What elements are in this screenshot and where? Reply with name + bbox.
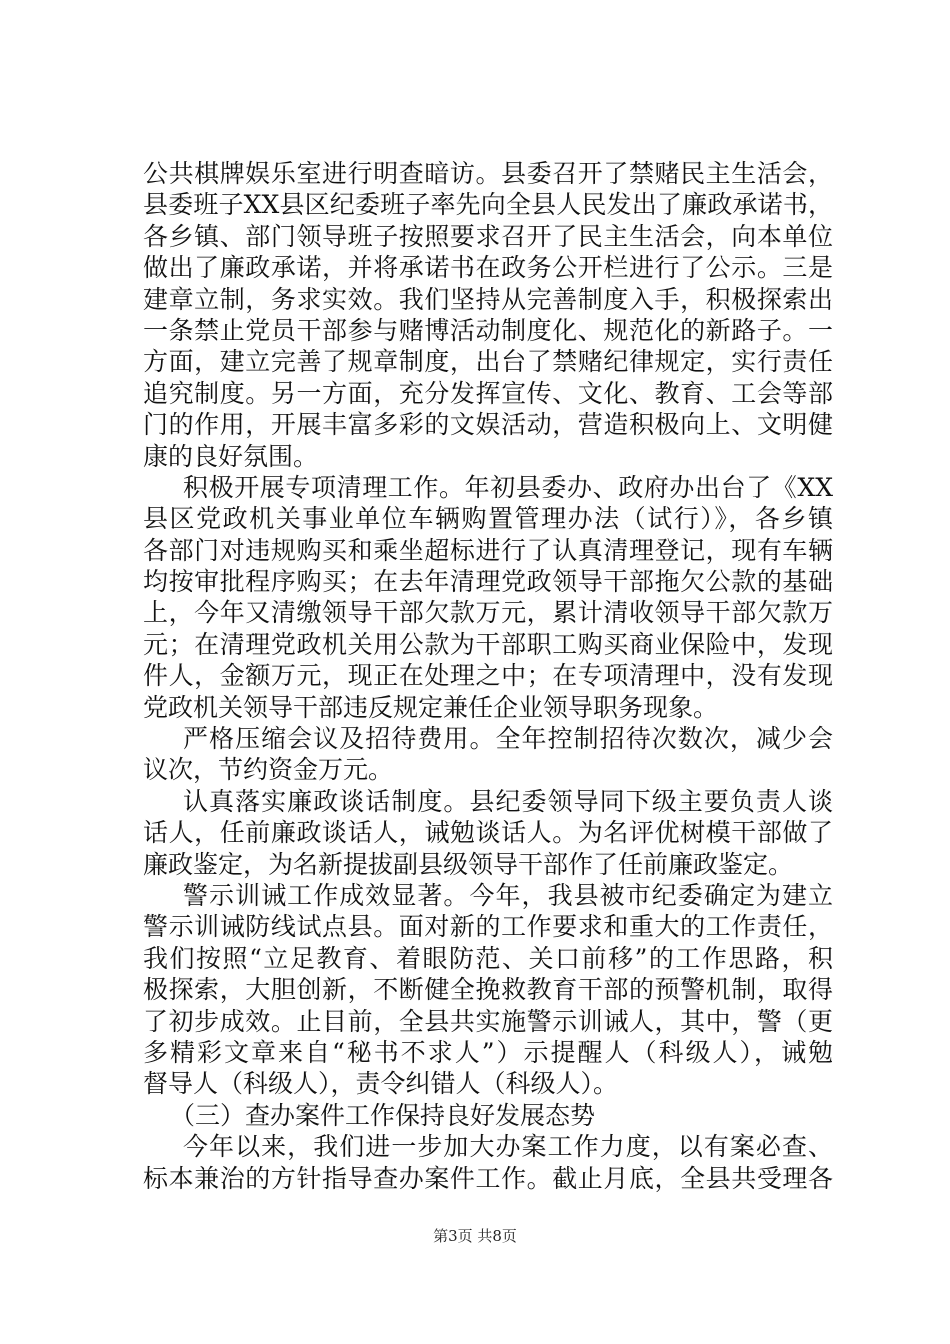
text-line: 公共棋牌娱乐室进行明查暗访。县委召开了禁赌民主生活会， xyxy=(143,159,833,188)
page-number-footer: 第3页 共8页 xyxy=(433,1227,517,1245)
document-body xyxy=(143,158,833,1194)
paragraph-start-line: 警示训诫工作成效显著。今年，我县被市纪委确定为建立 xyxy=(183,880,833,910)
paragraph-start-line: 严格压缩会议及招待费用。全年控制招待次数次，减少会 xyxy=(183,724,833,754)
text-line: 方面，建立完善了规章制度，出台了禁赌纪律规定，实行责任 xyxy=(143,347,833,377)
text-line: 各乡镇、部门领导班子按照要求召开了民主生活会，向本单位 xyxy=(143,221,833,251)
paragraph-start-line: 今年以来，我们进一步加大办案工作力度，以有案必查、 xyxy=(183,1132,833,1162)
text-line: 警示训诫防线试点县。面对新的工作要求和重大的工作责任， xyxy=(143,912,833,942)
text-line: 一条禁止党员干部参与赌博活动制度化、规范化的新路子。一 xyxy=(143,315,833,345)
text-line: 廉政鉴定，为名新提拔副县级领导干部作了任前廉政鉴定。 xyxy=(143,849,794,879)
text-line: 极探索，大胆创新，不断健全挽救教育干部的预警机制，取得 xyxy=(143,975,833,1005)
text-line: 建章立制，务求实效。我们坚持从完善制度入手，积极探索出 xyxy=(143,284,833,314)
text-line: 多精彩文章来自“秘书不求人”）示提醒人（科级人），诫勉 xyxy=(143,1037,833,1067)
text-line: 党政机关领导干部违反规定兼任企业领导职务现象。 xyxy=(143,692,719,722)
text-line: 件人，金额万元，现正在处理之中；在专项清理中，没有发现 xyxy=(143,661,833,691)
text-line: 县区党政机关事业单位车辆购置管理办法（试行）》，各乡镇 xyxy=(143,504,833,534)
text-line: 做出了廉政承诺，并将承诺书在政务公开栏进行了公示。三是 xyxy=(143,253,833,283)
text-line: 标本兼治的方针指导查办案件工作。截止月底，全县共受理各 xyxy=(143,1163,833,1193)
text-line: 康的良好氛围。 xyxy=(143,441,319,471)
paragraph-start-line: 认真落实廉政谈话制度。县纪委领导同下级主要负责人谈 xyxy=(183,786,833,816)
text-line: 县委班子XX县区纪委班子率先向全县人民发出了廉政承诺书， xyxy=(143,190,833,220)
text-line: 上，今年又清缴领导干部欠款万元，累计清收领导干部欠款万 xyxy=(143,598,833,628)
text-line: 我们按照“立足教育、着眼防范、关口前移”的工作思路，积 xyxy=(143,943,833,973)
paragraph-start-line: 积极开展专项清理工作。年初县委办、政府办出台了《XX xyxy=(183,472,833,502)
text-line: 追究制度。另一方面，充分发挥宣传、文化、教育、工会等部 xyxy=(143,378,833,408)
text-line: 元；在清理党政机关用公款为干部职工购买商业保险中，发现 xyxy=(143,629,833,659)
text-line: 话人，任前廉政谈话人，诫勉谈话人。为名评优树模干部做了 xyxy=(143,818,833,848)
text-line: 了初步成效。止目前，全县共实施警示训诫人，其中，警（更 xyxy=(143,1006,833,1036)
text-line: 议次，节约资金万元。 xyxy=(143,755,394,785)
text-line: 各部门对违规购买和乘坐超标进行了认真清理登记，现有车辆 xyxy=(143,535,833,565)
text-line: 督导人（科级人），责令纠错人（科级人）。 xyxy=(143,1069,619,1099)
text-line: 门的作用，开展丰富多彩的文娱活动，营造积极向上、文明健 xyxy=(143,410,833,440)
section-heading: （三）查办案件工作保持良好发展态势 xyxy=(170,1100,596,1130)
text-line: 均按审批程序购买；在去年清理党政领导干部拖欠公款的基础 xyxy=(143,567,833,597)
